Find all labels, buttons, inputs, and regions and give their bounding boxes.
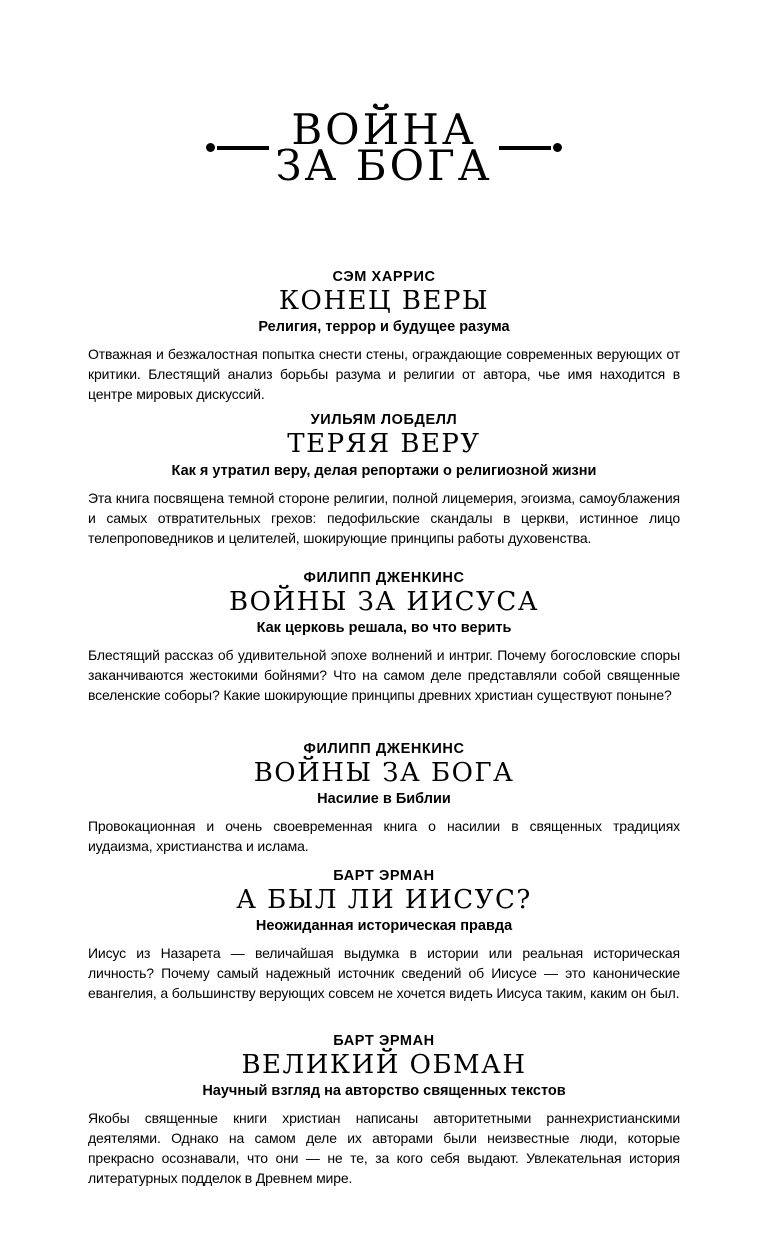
book-title: ВОЙНЫ ЗА БОГА xyxy=(253,757,515,788)
book-title: КОНЕЦ ВЕРЫ xyxy=(278,286,490,317)
book-subtitle: Как я утратил веру, делая репортажи о религиозной жизни xyxy=(171,462,597,479)
book-title: ВЕЛИКИЙ ОБМАН xyxy=(241,1049,527,1080)
book-author: СЭМ ХАРРИС xyxy=(332,269,436,286)
book-entry xyxy=(88,868,680,1003)
book-description: Эта книга посвящена темной стороне религии, полной лицемерия, эгоизма, самоублажения и самых отвратительных грехов: педофильские скандалы в церкви, истинное лицо телепроповедников и целителей, шокирующие принципы работы духовенства. xyxy=(88,489,680,546)
book-title: А БЫЛ ЛИ ИИСУС? xyxy=(236,884,532,915)
series-logo xyxy=(88,105,680,190)
book-description: Провокационная и очень своевременная книга о насилии в священных традициях иудаизма, христианства и ислама. xyxy=(88,817,680,854)
logo-rule-right xyxy=(499,146,551,150)
book-subtitle: Научный взгляд на авторство священных текстов xyxy=(202,1082,566,1099)
book-author: ФИЛИПП ДЖЕНКИНС xyxy=(303,740,465,757)
book-entry xyxy=(88,412,680,547)
logo-line2: ЗА БОГА xyxy=(275,140,493,190)
book-subtitle: Насилие в Библии xyxy=(317,790,451,807)
book-subtitle: Как церковь решала, во что верить xyxy=(256,619,512,636)
book-subtitle: Религия, террор и будущее разума xyxy=(258,319,510,336)
book-entry xyxy=(88,1033,680,1188)
logo-line1: ВОЙНА xyxy=(291,105,477,154)
book-description: Отважная и безжалостная попытка снести стены, ограждающие современных верующих от критики. Блестящий анализ борьбы разума и религии от автора, чье имя находится в центре мировых дискуссий. xyxy=(88,346,680,403)
book-subtitle: Неожиданная историческая правда xyxy=(255,917,513,934)
book-entry xyxy=(88,269,680,404)
book-description: Якобы священные книги христиан написаны авторитетными раннехристианскими деятелями. Однако на самом деле их авторами были неизвестные люди, которые прекрасно осознавали, что они — не те, за кого себя выдают. Увлекательная история литературных подделок в Древнем мире. xyxy=(88,1109,680,1186)
logo-dot-left-icon xyxy=(206,143,215,152)
book-title: ВОЙНЫ ЗА ИИСУСА xyxy=(229,586,539,617)
logo-text xyxy=(275,105,493,190)
logo-rule-left xyxy=(217,146,269,150)
book-description: Иисус из Назарета — величайшая выдумка в истории или реальная историческая личность? Почему самый надежный источник сведений об Иисусе — это канонические евангелия, а большинству верующих совсем не хочется видеть Иисуса таким, каким он был. xyxy=(88,944,680,1001)
book-entry xyxy=(88,741,680,856)
book-author: БАРТ ЭРМАН xyxy=(333,1032,435,1049)
book-author: ФИЛИПП ДЖЕНКИНС xyxy=(303,569,465,586)
book-author: УИЛЬЯМ ЛОБДЕЛЛ xyxy=(310,412,458,429)
book-title: ТЕРЯЯ ВЕРУ xyxy=(287,429,481,460)
book-author: БАРТ ЭРМАН xyxy=(333,867,435,884)
logo-dot-right-icon xyxy=(553,143,562,152)
book-description: Блестящий рассказ об удивительной эпохе волнений и интриг. Почему богословские споры заканчиваются жестокими бойнями? Что на самом деле представляли собой священные вселенские соборы? Какие шокирующие принципы древних христиан существуют поныне? xyxy=(88,646,680,703)
book-entry xyxy=(88,570,680,705)
book-series-page xyxy=(88,0,680,1188)
